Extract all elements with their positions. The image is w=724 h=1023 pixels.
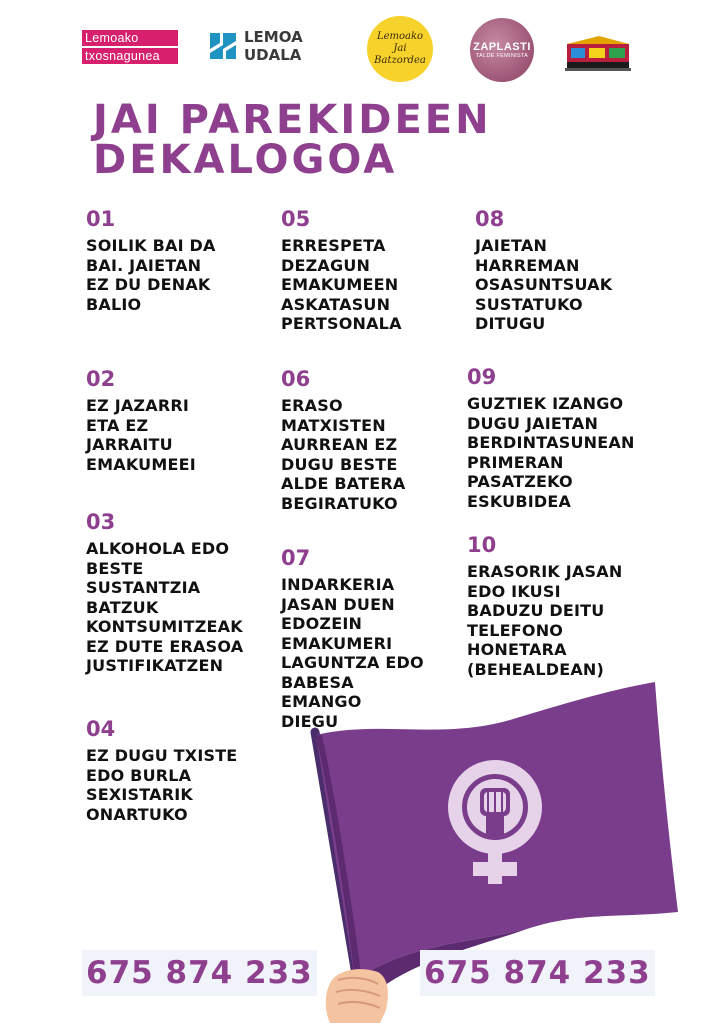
phone-number-left[interactable]: 675 874 233 bbox=[82, 950, 317, 996]
decalogue-item bbox=[86, 511, 281, 676]
item-number: 04 bbox=[86, 717, 116, 741]
jai-batzordea-logo-text: Lemoako Jai Batzordea bbox=[374, 31, 426, 66]
item-text: JAIETAN HARREMAN OSASUNTSUAK SUSTATUKO DITUGU bbox=[475, 236, 613, 333]
decalogue-item bbox=[86, 368, 281, 474]
zaplasti-logo-name: ZAPLASTI bbox=[473, 41, 531, 53]
page-title-line1: JAI PAREKIDEEN bbox=[93, 97, 492, 143]
item-text: EZ JAZARRI ETA EZ JARRAITU EMAKUMEEI bbox=[86, 396, 196, 474]
decalogue-item bbox=[475, 208, 670, 334]
hand-illustration bbox=[326, 969, 388, 1023]
decalogue-item bbox=[281, 208, 476, 334]
item-text: ERASORIK JASAN EDO IKUSI BADUZU DEITU TELEFONO HONETARA (BEHEALDEAN) bbox=[467, 562, 623, 679]
zaplasti-logo-subtitle: TALDE FEMINISTA bbox=[475, 53, 529, 59]
decalogue-item bbox=[281, 368, 476, 513]
item-number: 05 bbox=[281, 207, 311, 231]
item-text: SOILIK BAI DA BAI. JAIETAN EZ DU DENAK BALIO bbox=[86, 236, 216, 314]
item-number: 02 bbox=[86, 367, 116, 391]
txosnagunea-logo-line2: txosnagunea bbox=[82, 48, 178, 64]
jai-batzordea-logo bbox=[367, 16, 433, 82]
item-number: 09 bbox=[467, 365, 497, 389]
item-number: 03 bbox=[86, 510, 116, 534]
lemoa-udala-emblem-icon bbox=[208, 29, 238, 63]
item-number: 08 bbox=[475, 207, 505, 231]
decalogue-item bbox=[467, 534, 677, 679]
page-title-line2: DEKALOGOA bbox=[93, 137, 398, 183]
item-text: ERASO MATXISTEN AURREAN EZ DUGU BESTE ALDE BATERA BEGIRATUKO bbox=[281, 396, 406, 513]
page-title bbox=[93, 97, 492, 183]
txosnagunea-logo bbox=[82, 30, 178, 66]
item-text: ERRESPETA DEZAGUN EMAKUMEEN ASKATASUN PERTSONALA bbox=[281, 236, 402, 333]
item-number: 06 bbox=[281, 367, 311, 391]
item-number: 10 bbox=[467, 533, 497, 557]
item-number: 07 bbox=[281, 546, 311, 570]
txosnagunea-logo-line1: Lemoako bbox=[82, 30, 178, 46]
decalogue-item bbox=[86, 718, 281, 824]
decalogue-item bbox=[86, 208, 281, 314]
phone-number-right[interactable]: 675 874 233 bbox=[420, 950, 655, 996]
decalogue-item bbox=[467, 366, 677, 511]
item-text: INDARKERIA JASAN DUEN EDOZEIN EMAKUMERI LAGUNTZA EDO BABESA EMANGO DIEGU bbox=[281, 575, 424, 731]
item-text: ALKOHOLA EDO BESTE SUSTANTZIA BATZUK KONTSUMITZEAK EZ DUTE ERASOA JUSTIFIKATZEN bbox=[86, 539, 244, 675]
lemoa-udala-logo-text: LEMOA UDALA bbox=[244, 28, 303, 64]
item-text: GUZTIEK IZANGO DUGU JAIETAN BERDINTASUNEAN PRIMERAN PASATZEKO ESKUBIDEA bbox=[467, 394, 635, 511]
item-number: 01 bbox=[86, 207, 116, 231]
item-text: EZ DUGU TXISTE EDO BURLA SEXISTARIK ONARTUKO bbox=[86, 746, 238, 824]
lemoa-udala-logo bbox=[208, 28, 303, 64]
zaplasti-logo bbox=[470, 18, 534, 82]
txosna-building-logo bbox=[565, 36, 633, 72]
